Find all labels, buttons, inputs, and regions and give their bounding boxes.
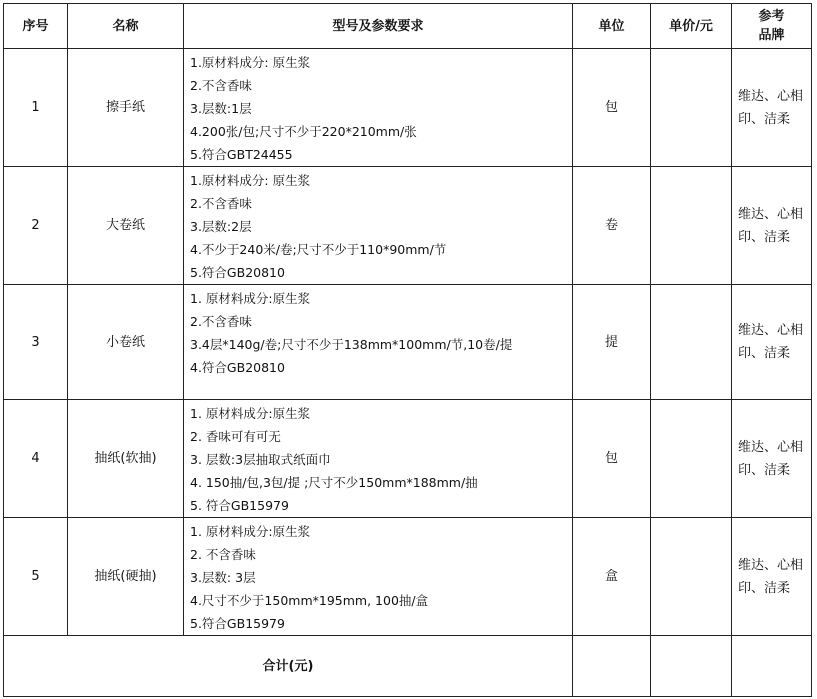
total-brand-cell [732, 636, 812, 697]
product-spec-table [3, 3, 812, 697]
row-spec [184, 400, 573, 518]
spec-line: 1. 原材料成分:原生浆 [190, 406, 311, 421]
spec-line: 4. 150抽/包,3包/提 ;尺寸不少150mm*188mm/抽 [190, 475, 478, 490]
row-unit: 卷 [573, 167, 651, 285]
spec-line: 2.不含香味 [190, 78, 252, 93]
spec-line: 2. 香味可有可无 [190, 429, 281, 444]
row-brand: 维达、心相印、洁柔 [732, 49, 812, 167]
row-brand: 维达、心相印、洁柔 [732, 400, 812, 518]
spec-line: 4.符合GB20810 [190, 360, 285, 375]
row-price [651, 518, 732, 636]
row-price [651, 167, 732, 285]
row-price [651, 285, 732, 400]
total-label: 合计(元) [4, 636, 573, 697]
table-row [4, 167, 812, 285]
spec-line: 1. 原材料成分:原生浆 [190, 291, 311, 306]
row-name: 抽纸(软抽) [68, 400, 184, 518]
spec-line: 4.尺寸不少于150mm*195mm, 100抽/盒 [190, 593, 429, 608]
spec-line: 3.层数:1层 [190, 101, 252, 116]
header-seq: 序号 [4, 4, 68, 49]
row-name: 小卷纸 [68, 285, 184, 400]
spec-line: 1.原材料成分: 原生浆 [190, 173, 311, 188]
total-row [4, 636, 812, 697]
spec-line: 3. 层数:3层抽取式纸面巾 [190, 452, 331, 467]
spec-line: 3.层数:2层 [190, 219, 252, 234]
spec-line: 3.4层*140g/卷;尺寸不少于138mm*100mm/节,10卷/提 [190, 337, 513, 352]
total-unit-cell [573, 636, 651, 697]
row-brand: 维达、心相印、洁柔 [732, 285, 812, 400]
header-brand-line1: 参考 [758, 9, 785, 24]
row-spec [184, 167, 573, 285]
row-unit: 包 [573, 400, 651, 518]
table-row [4, 400, 812, 518]
row-brand: 维达、心相印、洁柔 [732, 167, 812, 285]
row-unit: 包 [573, 49, 651, 167]
spec-line: 5.符合GB20810 [190, 265, 285, 280]
row-seq: 5 [4, 518, 68, 636]
row-unit: 盒 [573, 518, 651, 636]
row-brand: 维达、心相印、洁柔 [732, 518, 812, 636]
row-spec [184, 49, 573, 167]
header-price: 单价/元 [651, 4, 732, 49]
spec-line: 2. 不含香味 [190, 547, 256, 562]
spec-line: 1. 原材料成分:原生浆 [190, 524, 311, 539]
total-price-cell [651, 636, 732, 697]
row-spec [184, 285, 573, 400]
spec-line: 2.不含香味 [190, 314, 252, 329]
table-row [4, 285, 812, 400]
table-row [4, 518, 812, 636]
spec-line: 5.符合GBT24455 [190, 147, 293, 162]
header-name: 名称 [68, 4, 184, 49]
row-seq: 2 [4, 167, 68, 285]
header-brand-line2: 品牌 [758, 28, 785, 43]
spec-line: 2.不含香味 [190, 196, 252, 211]
table-row [4, 49, 812, 167]
row-spec [184, 518, 573, 636]
row-seq: 1 [4, 49, 68, 167]
spec-line: 4.200张/包;尺寸不少于220*210mm/张 [190, 124, 417, 139]
header-spec: 型号及参数要求 [184, 4, 573, 49]
row-name: 擦手纸 [68, 49, 184, 167]
header-unit: 单位 [573, 4, 651, 49]
row-price [651, 400, 732, 518]
row-seq: 3 [4, 285, 68, 400]
table-header-row [4, 4, 812, 49]
row-name: 大卷纸 [68, 167, 184, 285]
spec-line: 4.不少于240米/卷;尺寸不少于110*90mm/节 [190, 242, 447, 257]
spec-line: 3.层数: 3层 [190, 570, 256, 585]
spec-line: 1.原材料成分: 原生浆 [190, 55, 311, 70]
row-name: 抽纸(硬抽) [68, 518, 184, 636]
row-price [651, 49, 732, 167]
row-unit: 提 [573, 285, 651, 400]
spec-line: 5.符合GB15979 [190, 616, 285, 631]
row-seq: 4 [4, 400, 68, 518]
spec-line: 5. 符合GB15979 [190, 498, 289, 513]
header-brand [732, 4, 812, 49]
